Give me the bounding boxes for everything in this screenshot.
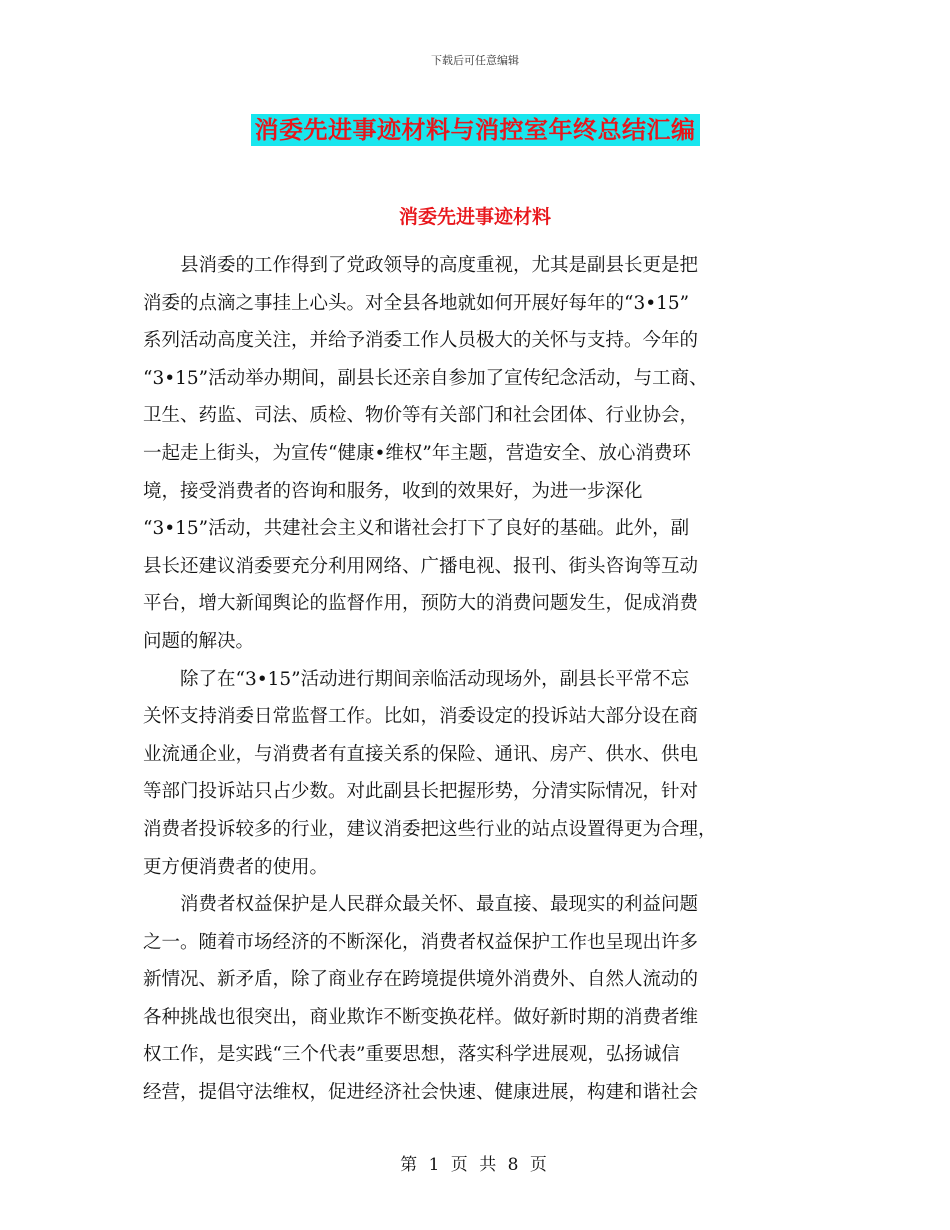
paragraph-2 bbox=[143, 661, 808, 887]
text-line: 经营，提倡守法维权，促进经济社会快速、健康进展，构建和谐社会 bbox=[143, 1082, 699, 1104]
text-line: 平台，增大新闻舆论的监督作用，预防大的消费问题发生，促成消费 bbox=[143, 593, 699, 615]
text-line: 各种挑战也很突出，商业欺诈不断变换花样。做好新时期的消费者维 bbox=[143, 1006, 699, 1028]
text-line: 之一。随着市场经济的不断深化，消费者权益保护工作也呈现出许多 bbox=[143, 931, 699, 953]
text-line: “3•15”活动举办期间，副县长还亲自参加了宣传纪念活动，与工商、 bbox=[143, 367, 708, 389]
text-line: 除了在“3•15”活动进行期间亲临活动现场外，副县长平常不忘 bbox=[180, 668, 690, 690]
document-body bbox=[143, 247, 808, 1112]
text-line: 境，接受消费者的咨询和服务，收到的效果好，为进一步深化 bbox=[143, 480, 643, 502]
text-line: 消委的点滴之事挂上心头。对全县各地就如何开展好每年的“3•15” bbox=[143, 292, 690, 314]
text-line: 卫生、药监、司法、质检、物价等有关部门和社会团体、行业协会， bbox=[143, 405, 699, 427]
document-title bbox=[0, 114, 950, 146]
text-line: 关怀支持消委日常监督工作。比如，消委设定的投诉站大部分设在商 bbox=[143, 706, 699, 728]
text-line: 一起走上街头，为宣传“健康•维权”年主题，营造安全、放心消费环 bbox=[143, 442, 691, 464]
text-line: 权工作，是实践“三个代表”重要思想，落实科学进展观，弘扬诚信 bbox=[143, 1044, 680, 1066]
text-line: 消费者投诉较多的行业，建议消委把这些行业的站点设置得更为合理， bbox=[143, 818, 717, 840]
text-line: “3•15”活动，共建社会主义和谐社会打下了良好的基础。此外，副 bbox=[143, 518, 690, 540]
text-line: 更方便消费者的使用。 bbox=[143, 856, 329, 878]
text-line: 新情况、新矛盾，除了商业存在跨境提供境外消费外、自然人流动的 bbox=[143, 969, 699, 991]
section-heading: 消委先进事迹材料 bbox=[398, 206, 551, 228]
text-line: 县长还建议消委要充分利用网络、广播电视、报刊、街头咨询等互动 bbox=[143, 555, 699, 577]
text-line: 消费者权益保护是人民群众最关怀、最直接、最现实的利益问题 bbox=[180, 894, 699, 916]
text-line: 业流通企业，与消费者有直接关系的保险、通讯、房产、供水、供电 bbox=[143, 743, 699, 765]
text-line: 县消委的工作得到了党政领导的高度重视，尤其是副县长更是把 bbox=[180, 255, 699, 276]
page-header-note: 下载后可任意编辑 bbox=[431, 54, 519, 67]
text-line: 等部门投诉站只占少数。对此副县长把握形势，分清实际情况，针对 bbox=[143, 781, 699, 803]
text-line: 问题的解决。 bbox=[143, 630, 255, 652]
document-title-text: 消委先进事迹材料与消控室年终总结汇编 bbox=[251, 114, 700, 146]
page-number: 第 1 页 共 8 页 bbox=[400, 1155, 550, 1175]
paragraph-1 bbox=[143, 247, 808, 661]
text-line: 系列活动高度关注，并给予消委工作人员极大的关怀与支持。今年的 bbox=[143, 330, 699, 352]
paragraph-3 bbox=[143, 886, 808, 1112]
